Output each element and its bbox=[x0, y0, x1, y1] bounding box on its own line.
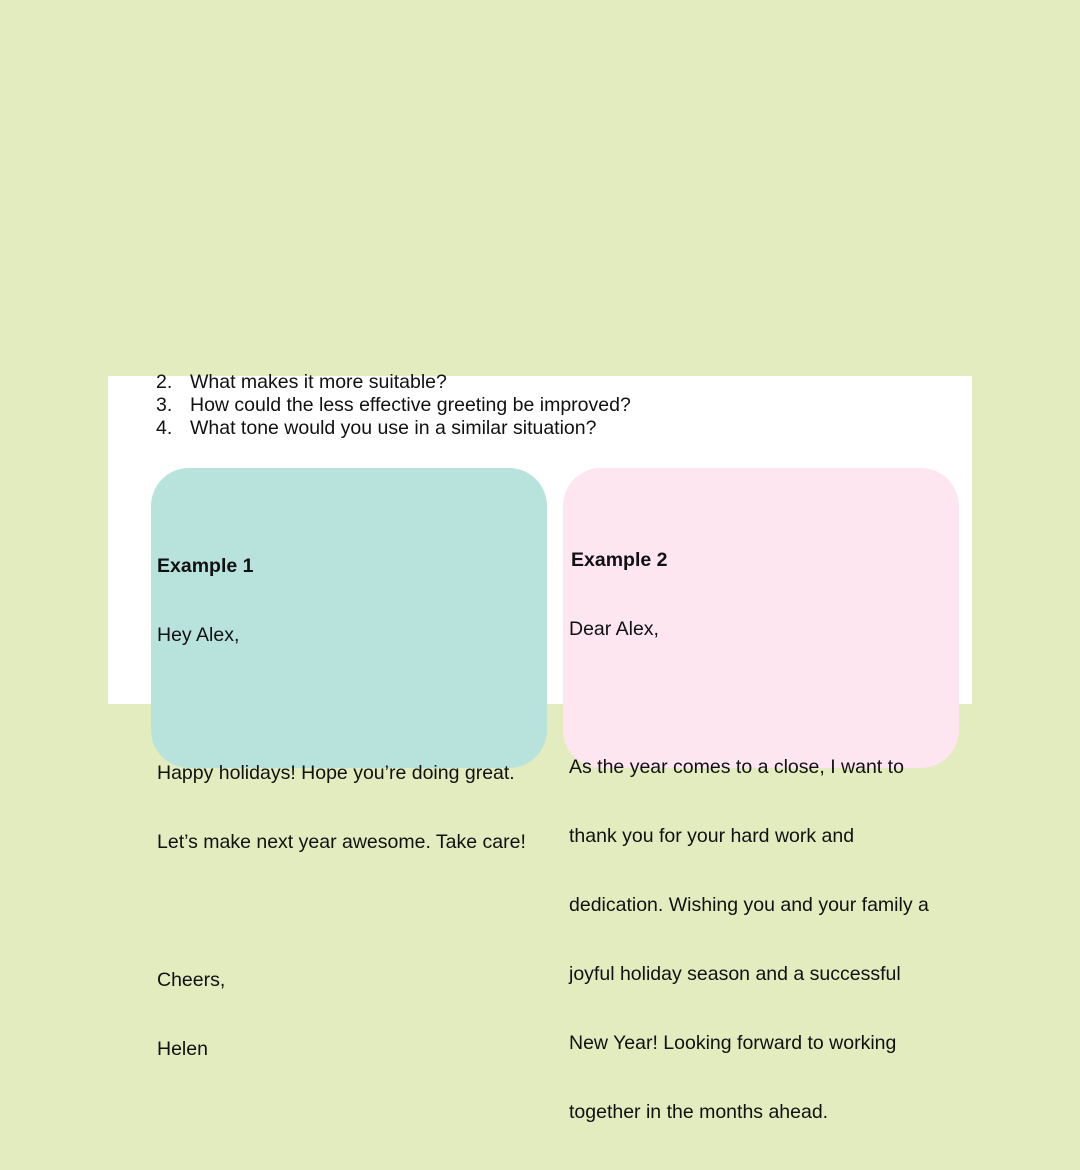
question-number: 4. bbox=[156, 417, 173, 439]
example-1-line: Cheers, bbox=[157, 969, 226, 991]
question-text: How could the less effective greeting be improved? bbox=[190, 394, 631, 416]
example-2-line: New Year! Looking forward to working bbox=[569, 1032, 897, 1054]
example-2-line: thank you for your hard work and bbox=[569, 825, 855, 847]
question-text: What makes it more suitable? bbox=[190, 371, 447, 393]
question-text: What tone would you use in a similar situation? bbox=[190, 417, 597, 439]
example-1-card bbox=[151, 468, 547, 1060]
document-page bbox=[108, 371, 972, 1123]
example-1-line bbox=[157, 693, 526, 716]
question-number: 2. bbox=[156, 371, 173, 393]
example-2-content bbox=[569, 503, 929, 1170]
example-2-line: together in the months ahead. bbox=[569, 1101, 829, 1123]
example-2-title: Example 2 bbox=[571, 549, 668, 571]
example-2-line: joyful holiday season and a successful bbox=[569, 963, 901, 985]
example-2-line: dedication. Wishing you and your family a bbox=[569, 894, 929, 916]
example-2-line: As the year comes to a close, I want to bbox=[569, 756, 904, 778]
example-2-line bbox=[569, 687, 929, 710]
example-1-title: Example 1 bbox=[157, 555, 254, 577]
example-1-line: Happy holidays! Hope you’re doing great. bbox=[157, 762, 515, 784]
example-1-content bbox=[157, 509, 526, 1107]
example-2-line: Dear Alex, bbox=[569, 618, 659, 640]
example-1-line: Helen bbox=[157, 1038, 208, 1060]
example-1-line: Let’s make next year awesome. Take care! bbox=[157, 831, 526, 853]
example-1-line: Hey Alex, bbox=[157, 624, 240, 646]
question-number: 3. bbox=[156, 394, 173, 416]
example-1-line bbox=[157, 900, 526, 923]
example-2-card bbox=[563, 468, 959, 1123]
